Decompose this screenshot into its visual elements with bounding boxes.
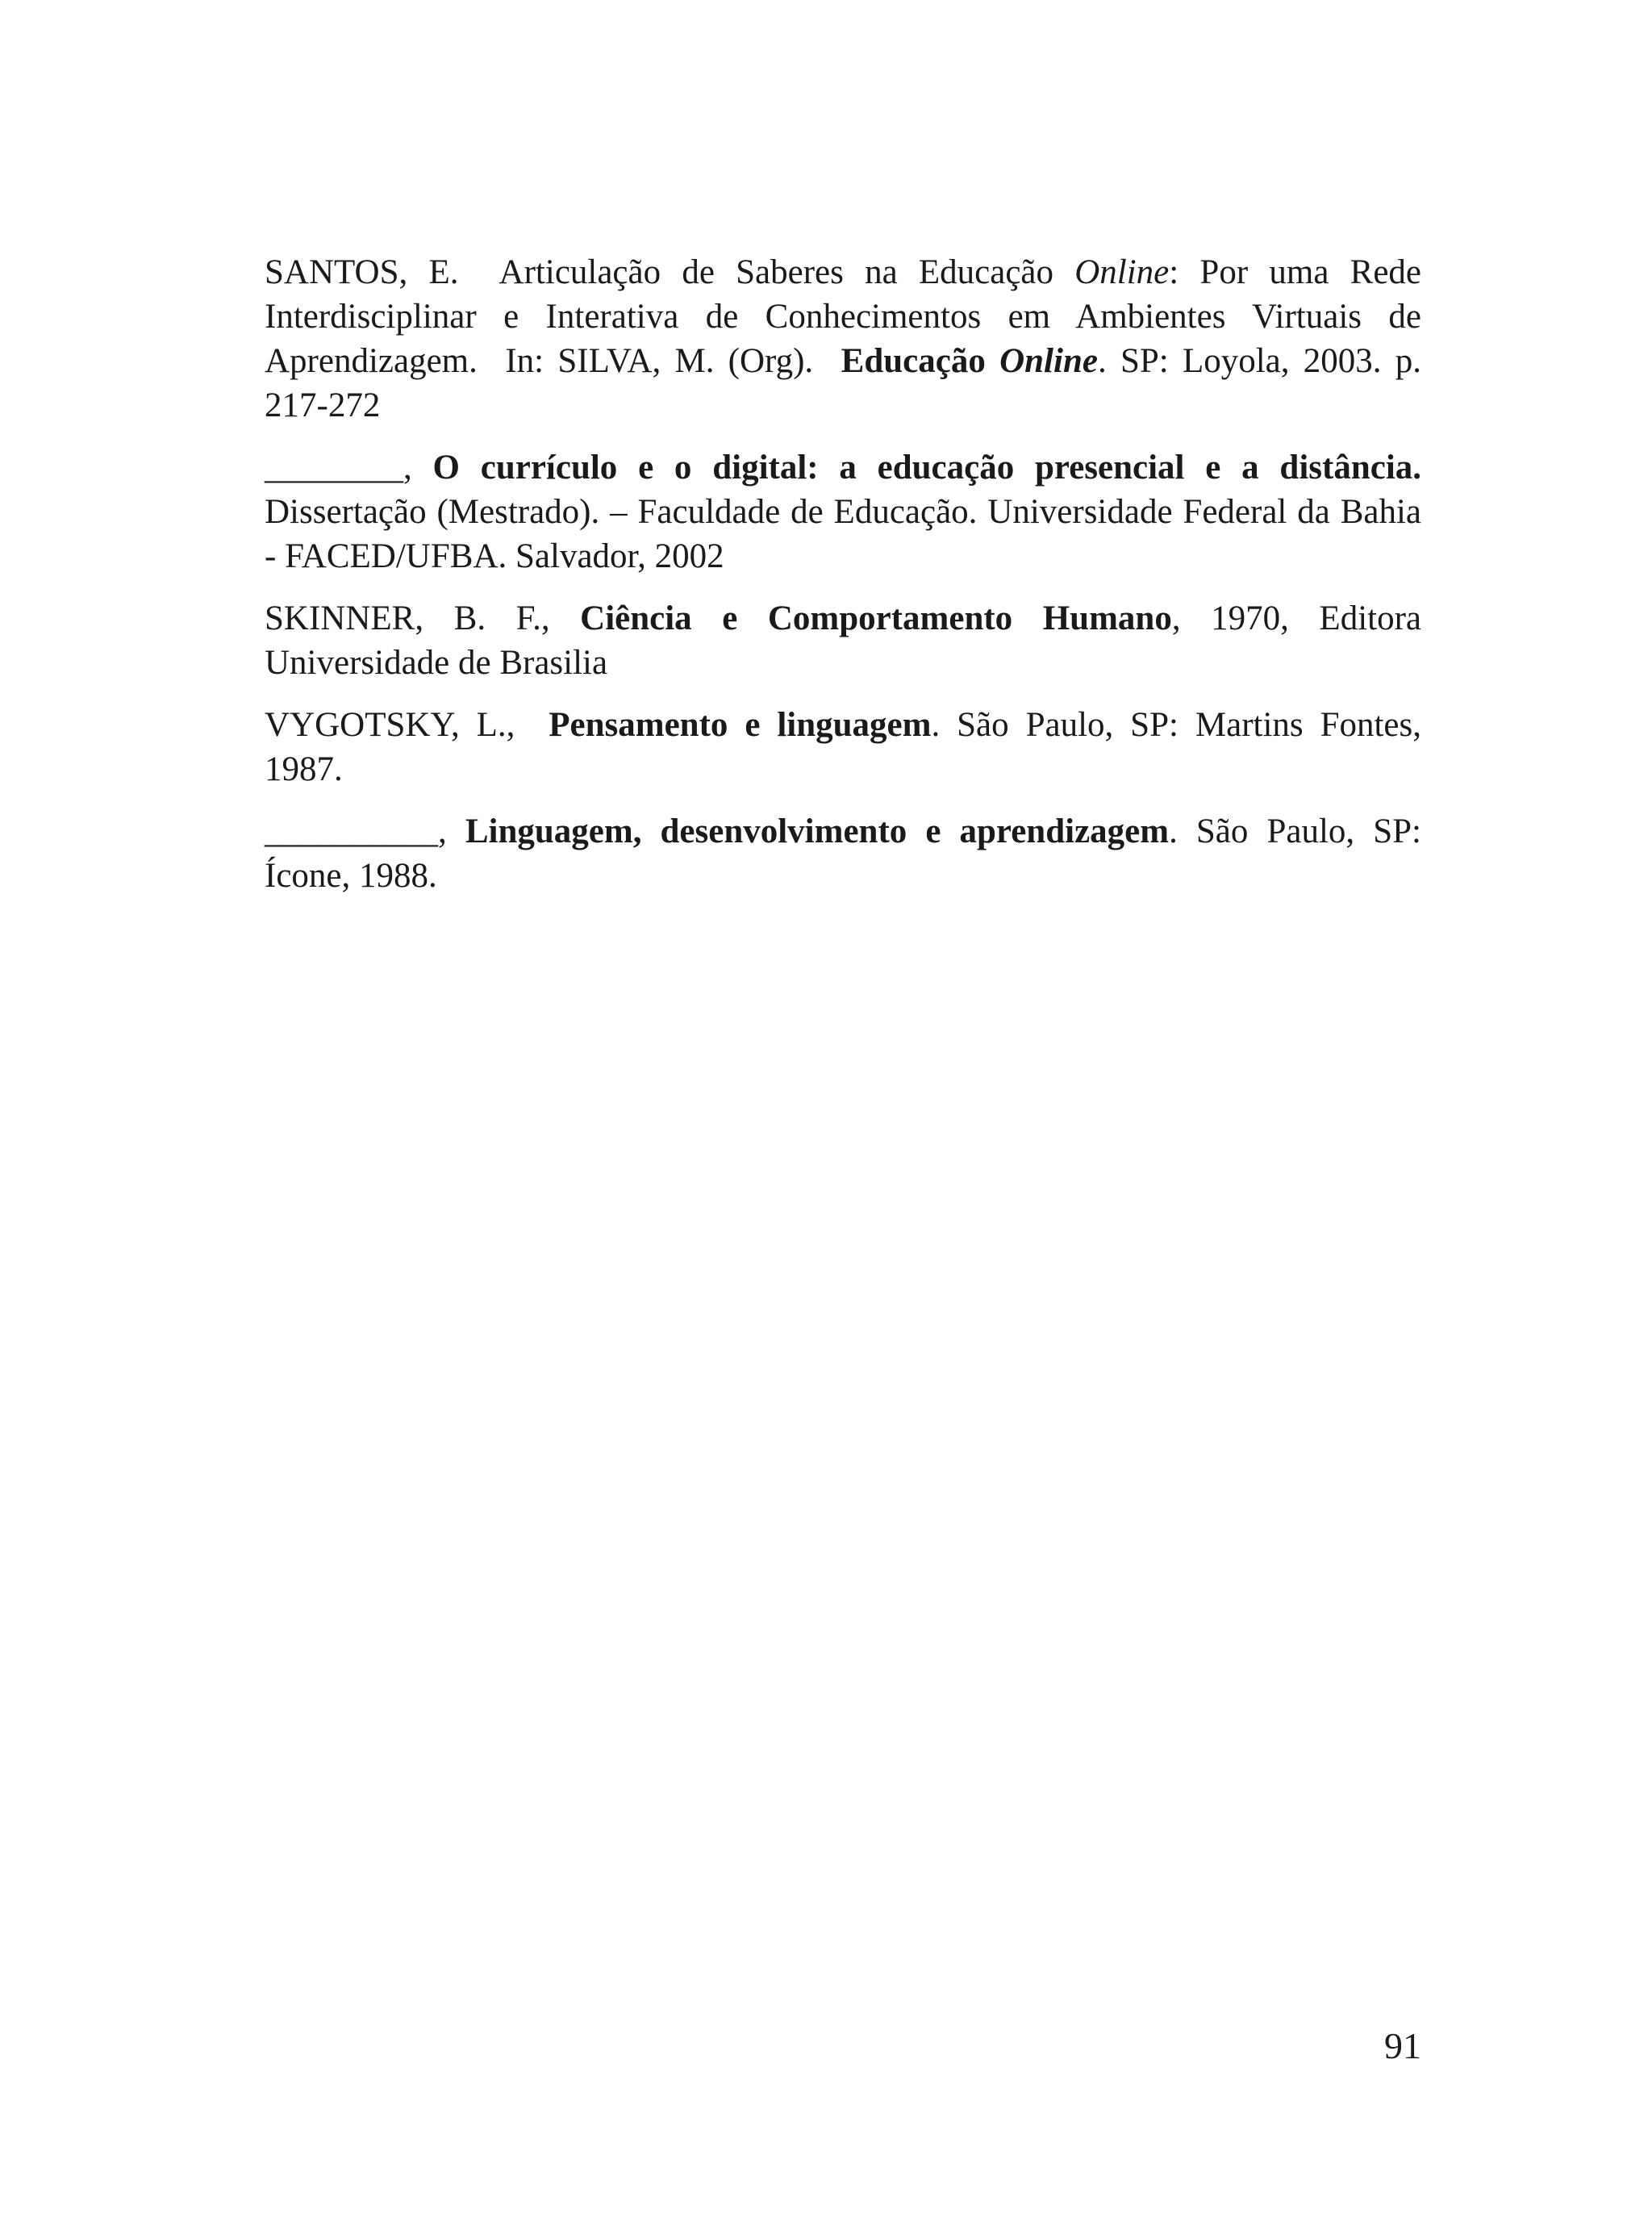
reference-details: . São Paulo, SP: Martins Fontes, 1987.: [265, 706, 1422, 788]
reference-author: SANTOS, E.: [265, 253, 459, 291]
reference-list: [265, 250, 1421, 916]
reference-details: , 1970, Editora Universidade de Brasilia: [265, 599, 1421, 682]
reference-author: VYGOTSKY, L.,: [265, 706, 515, 744]
reference-title-rest: : Por uma Rede Interdisciplinar e Interativa de Conhecimentos em Ambientes Virtuais de Aprendizagem.: [265, 253, 1421, 380]
reference-title-italic: Online: [1074, 253, 1170, 291]
reference-vygotsky-pensamento: [265, 703, 1421, 792]
reference-author: SKINNER, B. F.,: [265, 599, 550, 637]
reference-skinner: [265, 596, 1421, 685]
reference-book-title-italic: Online: [999, 342, 1098, 380]
reference-vygotsky-linguagem: [265, 809, 1421, 898]
reference-in: In: SILVA, M. (Org).: [505, 342, 814, 380]
reference-book-title: Educação: [841, 342, 1000, 380]
reference-details: . São Paulo, SP: Ícone, 1988.: [265, 812, 1422, 895]
reference-santos-curriculo: [265, 445, 1421, 579]
reference-title: Articulação de Saberes na Educação: [499, 253, 1075, 291]
reference-details: Dissertação (Mestrado). – Faculdade de Educação. Universidade Federal da Bahia - FACED/UFBA. Salvador, 2002: [265, 493, 1421, 575]
reference-title: O currículo e o digital: a educação presencial e a distância.: [432, 449, 1422, 487]
reference-author-line: ________,: [265, 449, 412, 487]
reference-publisher: . SP: Loyola, 2003. p. 217-272: [265, 342, 1421, 424]
reference-author-line: __________,: [265, 812, 447, 850]
reference-title: Ciência e Comportamento Humano: [580, 599, 1172, 637]
page-number: 91: [1384, 2025, 1421, 2066]
reference-title: Linguagem, desenvolvimento e aprendizagem: [465, 812, 1170, 850]
reference-santos-articulacao: [265, 250, 1421, 428]
reference-title: Pensamento e linguagem: [549, 706, 932, 744]
